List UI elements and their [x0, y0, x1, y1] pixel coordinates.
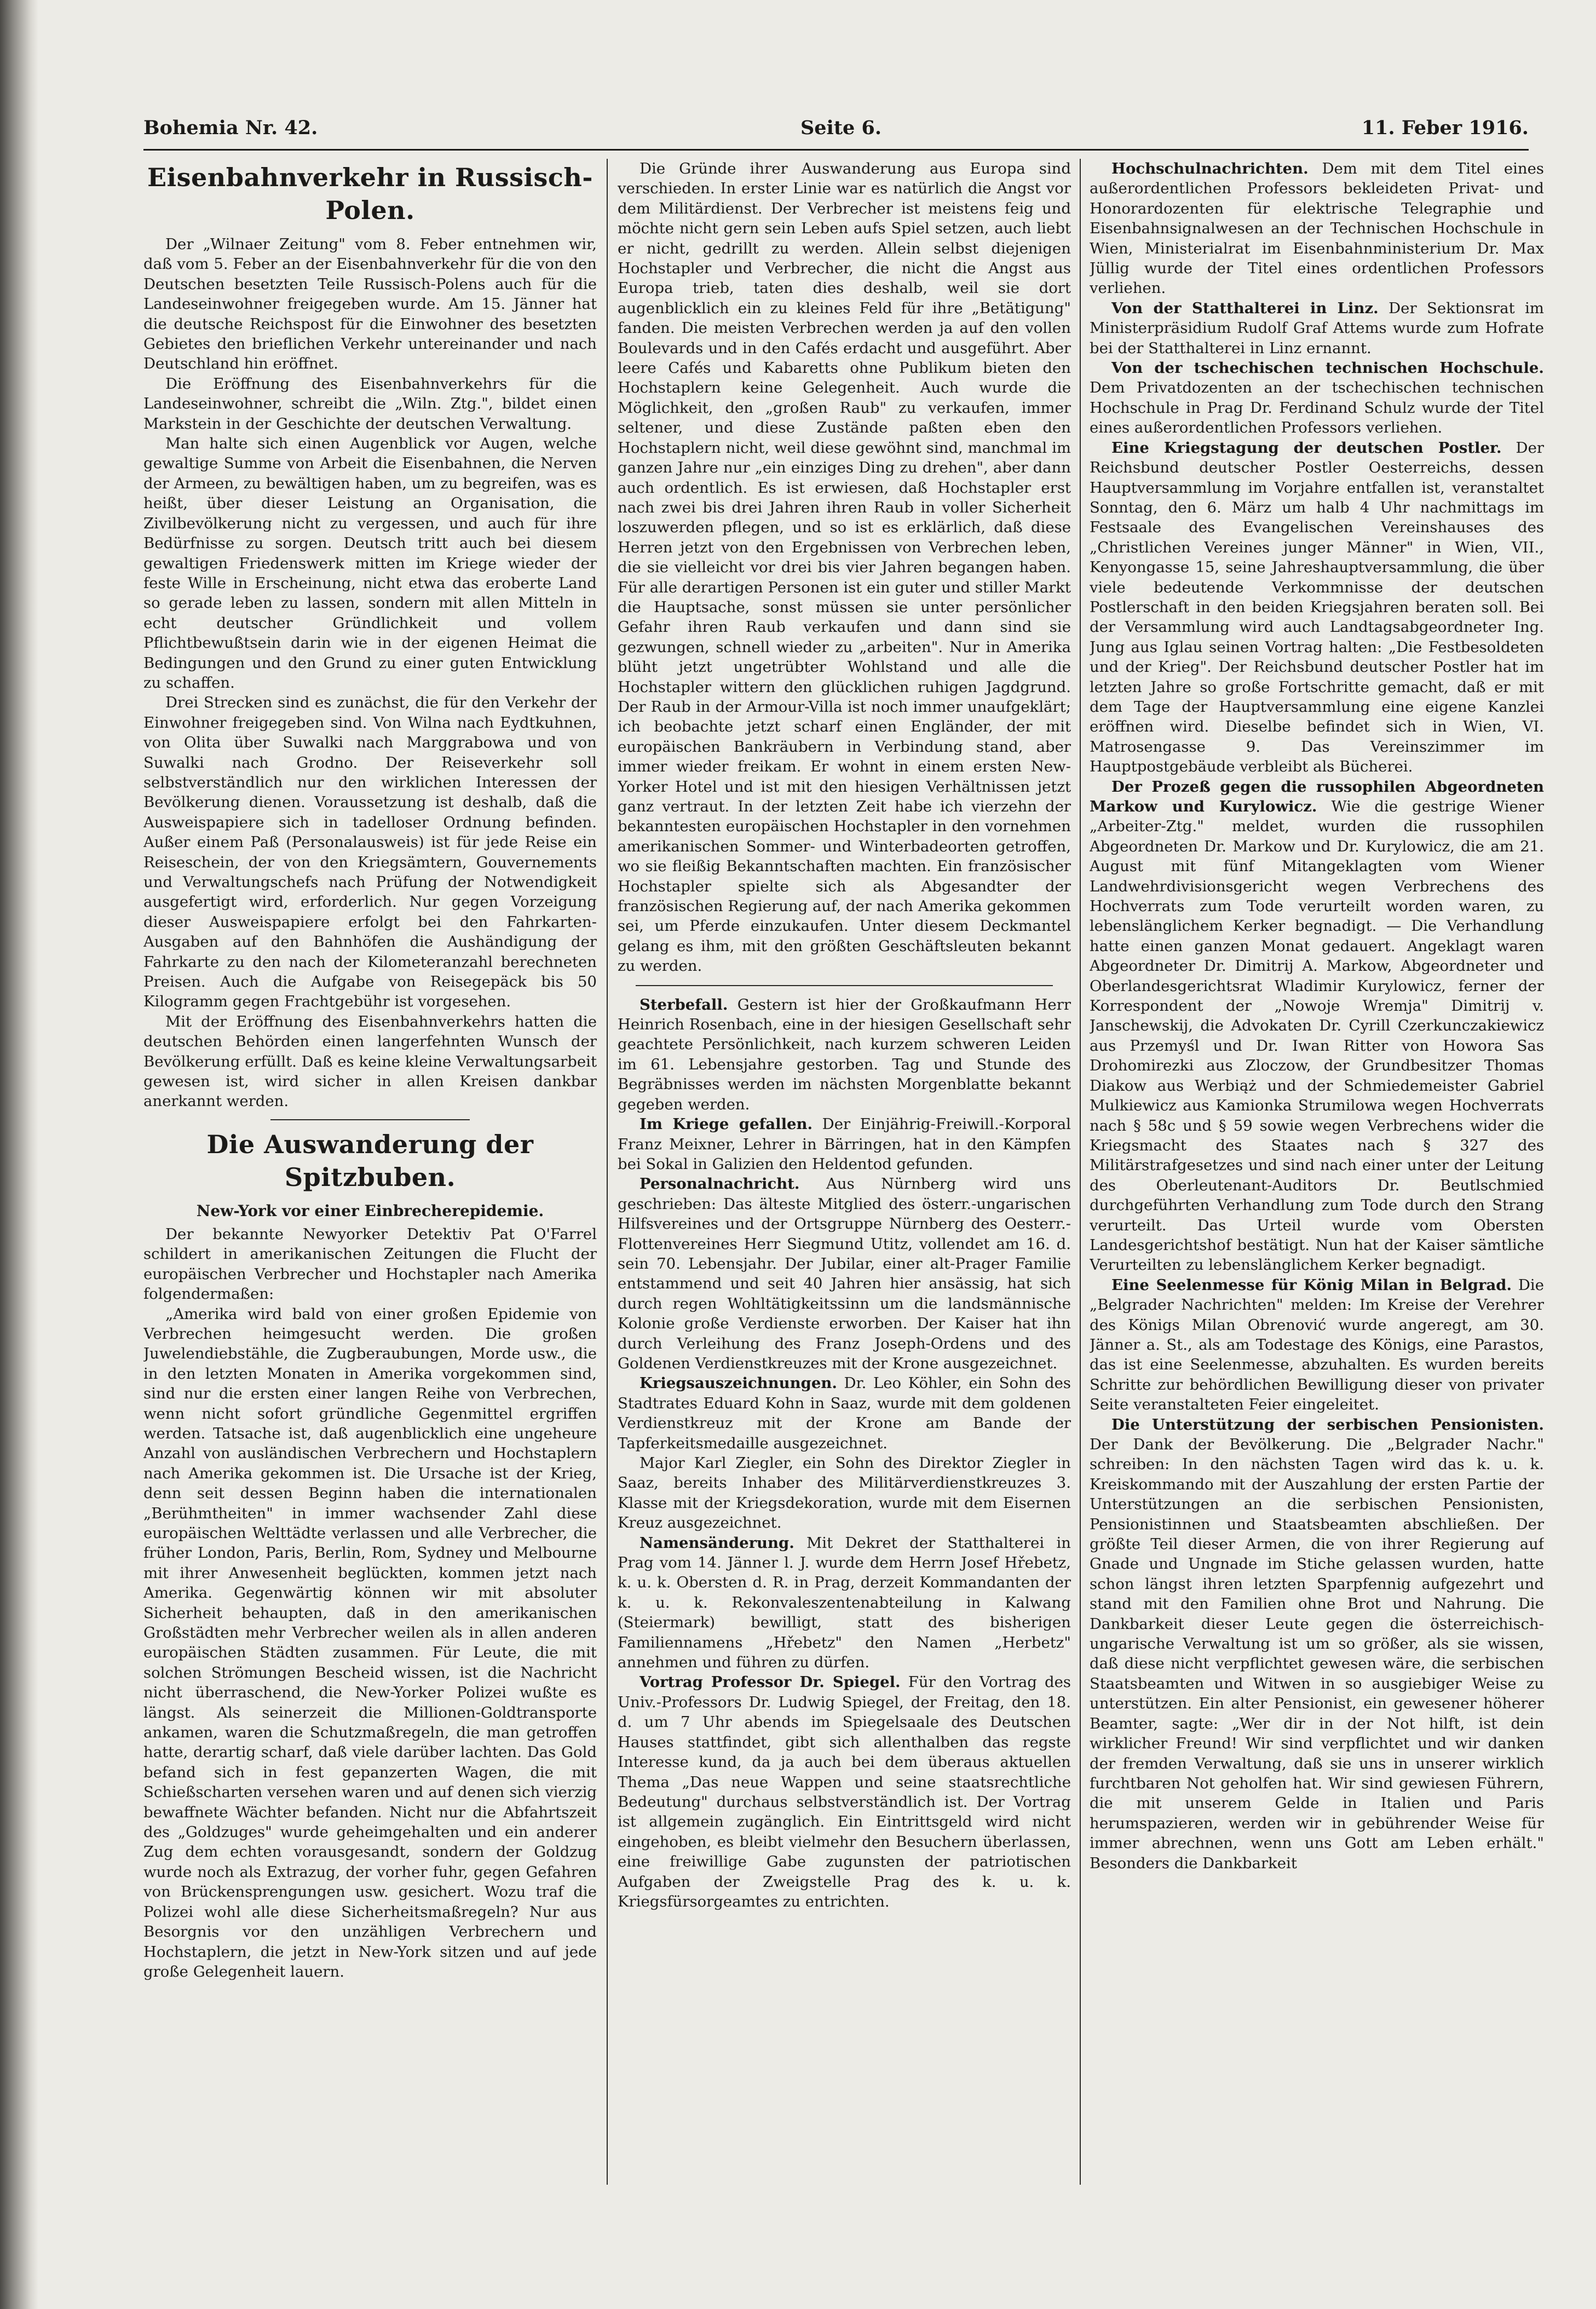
notice-text: Der Dank der Bevölkerung. Die „Belgrader Nachr." schreiben: In den nächsten Tagen wird das k. u. k. Kreiskommando mit der Auszahlung der ersten Partie der Unterstützungen an die serbischen Pensionisten, Pensionistinnen und Staatsbeamten abschließen. Der größte Teil dieser Armen, die von ihrer Regierung auf Gnade und Ungnade im Stiche gelassen wurden, hatte schon längst ihren letzten Sparpfennig aufgezehrt und stand mit den Familien ohne Brot und Nahrung. Die Dankbarkeit dieser Leute gegen die österreichisch-ungarische Verwaltung ist um so größer, als sie wissen, daß diese nicht verpflichtet gewesen wäre, die serbischen Staatsbeamten und Witwen in so ausgiebiger Weise zu unterstützen. Ein alter Pensionist, ein gewesener höherer Beamter, sagte: „Wer dir in der Not hilft, ist dein wirklicher Freund! Wir sind verpflichtet und wir danken der fremden Verwaltung, daß sie uns in unserer wirklich furchtbaren Not geholfen hat. Wir sind gewiesen Führern, die mit unserem Gelde in Italien und Paris herumspazieren, werden wir in gebührender Weise für immer abrechnen, wenn uns Gott am Leben erhält." Besonders die Dankbarkeit	[1090, 1436, 1544, 1872]
notice-text: Dem mit dem Titel eines außerordentlichen Professors bekleideten Privat- und Honorardozenten für elektrische Telegraphie und Eisenbahnsignalwesen an der Technischen Hochschule in Wien, Ministerialrat im Eisenbahnministerium Dr. Max Jüllig wurde der Titel eines ordentlichen Professors verliehen.	[1090, 160, 1544, 297]
column-rule-1	[607, 159, 608, 2185]
notice-kicker: Eine Kriegstagung der deutschen Postler.	[1111, 439, 1502, 457]
notice-kicker: Im Kriege gefallen.	[639, 1115, 813, 1133]
notice-text: Die „Belgrader Nachrichten" melden: Im Kreise der Verehrer des Königs Milan Obrenović wurde angeregt, am 30. Jänner a. St., als am Todestage des Königs, eine Parastos, das ist eine Seelenmesse, abzuhalten. Es wurden bereits Schritte zur behördlichen Bewilligung dieser von privater Seite veranstalteten Feier eingeleitet.	[1090, 1276, 1544, 1414]
notice-text: Der Einjährig-Freiwill.-Korporal Franz Meixner, Lehrer in Bärringen, hat in den Kämpfen bei Sokal in Galizien den Heldentod gefunden.	[618, 1115, 1071, 1173]
notice-item	[1090, 298, 1544, 358]
notice-kicker: Sterbefall.	[639, 995, 728, 1014]
section-divider	[636, 985, 1053, 986]
notice-item	[1090, 438, 1544, 777]
notice-item	[1090, 358, 1544, 438]
header-date: 11. Feber 1916.	[1361, 117, 1529, 139]
notice-text: Für den Vortrag des Univ.-Professors Dr. Ludwig Spiegel, der Freitag, den 18. d. um 7 Uhr abends im Spiegelsaale des Deutschen Hauses stattfindet, gibt sich allenthalben das regste Interesse kund, da ja auch bei dem überaus aktuellen Thema „Das neue Wappen und seine staatsrechtliche Bedeutung" durchaus selbstverständlich ist. Der Vortrag ist allgemein zugänglich. Ein Eintrittsgeld wird nicht eingehoben, es bleibt vielmehr den Besuchern überlassen, eine freiwillige Gabe zugunsten der patriotischen Aufgaben der Zweigstelle Prag des k. u. k. Kriegsfürsorgeamtes zu entrichten.	[618, 1673, 1071, 1910]
article-paragraph: Man halte sich einen Augenblick vor Augen, welche gewaltige Summe von Arbeit die Eisenbahnen, die Nerven der Armeen, zu bewältigen haben, um zu begreifen, was es heißt, über dieser Leistung an Organisation, die Zivilbevölkerung nicht zu vergessen, und auch für ihre Bedürfnisse zu sorgen. Deutsch tritt auch bei diesem gewaltigen Friedenswerk mitten im Kriege wieder der feste Wille in Erscheinung, nicht etwa das eroberte Land so gerade leben zu lassen, sondern mit allen Mitteln in echt deutscher Gründlichkeit und vollem Pflichtbewußtsein darin wie in der eigenen Heimat die Bedingungen und den Grund zu einer guten Entwicklung zu schaffen.	[143, 435, 597, 692]
notice-kicker: Personalnachricht.	[639, 1175, 800, 1193]
notice-text: Aus Nürnberg wird uns geschrieben: Das älteste Mitglied des österr.-ungarischen Hilfsvereines und der Ortsgruppe Nürnberg des Oesterr.-Flottenvereines Herr Siegmund Utitz, vollendet am 16. d. sein 70. Lebensjahr. Der Jubilar, einer alt-Prager Familie entstammend und seit 40 Jahren hier ansässig, hat sich durch regen Wohltätigkeitssinn um die landsmännische Kolonie große Verdienste erworben. Der Kaiser hat ihn durch Verleihung des Franz Joseph-Ordens und des Goldenen Verdienstkreuzes mit der Krone ausgezeichnet.	[618, 1175, 1071, 1372]
notice-item	[618, 1533, 1071, 1673]
article-subheadline: New-York vor einer Einbrecherepidemie.	[196, 1201, 544, 1220]
notice-text: Gestern ist hier der Großkaufmann Herr Heinrich Rosenbach, eine in der hiesigen Gesellschaft sehr geachtete Persönlichkeit, nach kurzem schweren Leiden im 61. Lebensjahre gestorben. Tag und Stunde des Begräbnisses werden im nächsten Morgenblatte bekannt gegeben werden.	[618, 995, 1071, 1113]
notice-item	[618, 1114, 1071, 1174]
notice-text: Mit Dekret der Statthalterei in Prag vom 14. Jänner l. J. wurde dem Herrn Josef Hřebetz, k. u. k. Obersten d. R. in Prag, derzeit Kommandanten der k. u. k. Rekonvaleszentenabteilung in Kalwang (Steiermark) bewilligt, statt des bisherigen Familiennamens „Hřebetz" den Namen „Herbetz" annehmen und führen zu dürfen.	[618, 1534, 1071, 1672]
notice-kicker: Hochschulnachrichten.	[1111, 160, 1309, 177]
notice-item	[1090, 159, 1544, 298]
article-paragraph: Mit der Eröffnung des Eisenbahnverkehrs hatten die deutschen Behörden einen langerfehnten Wunsch der Bevölkerung erfüllt. Daß es keine kleine Verwaltungsarbeit gewesen ist, wird sicher in allen Kreisen dankbar anerkannt werden.	[143, 1012, 597, 1110]
header-rule	[143, 149, 1529, 151]
notice-text: Dr. Leo Köhler, ein Sohn des Stadtrates Eduard Kohn in Saaz, wurde mit dem goldenen Verdienstkreuz mit der Krone am Bande der Tapferkeitsmedaille ausgezeichnet.	[618, 1374, 1071, 1452]
notice-text: Dem Privatdozenten an der tschechischen technischen Hochschule in Prag Dr. Ferdinand Schulz wurde der Titel eines außerordentlichen Professors verliehen.	[1090, 379, 1544, 437]
notice-kicker: Eine Seelenmesse für König Milan in Belgrad.	[1111, 1276, 1512, 1294]
notice-item	[1090, 777, 1544, 1275]
article-headline: Eisenbahnverkehr in Russisch-Polen.	[147, 163, 593, 225]
notice-kicker: Von der Statthalterei in Linz.	[1111, 299, 1379, 317]
notice-item	[618, 1373, 1071, 1453]
notice-kicker: Die Unterstützung der serbischen Pensionisten.	[1111, 1415, 1544, 1433]
column-2	[618, 159, 1071, 2207]
notice-item	[618, 995, 1071, 1114]
notice-text: Major Karl Ziegler, ein Sohn des Direktor Ziegler in Saaz, bereits Inhaber des Militärverdienstkreuzes 3. Klasse mit der Kriegsdekoration, wurde mit dem Eisernen Kreuz ausgezeichnet.	[618, 1454, 1071, 1532]
column-rule-2	[1080, 159, 1081, 2185]
notice-kicker: Namensänderung.	[639, 1534, 794, 1552]
notice-kicker: Von der tschechischen technischen Hochschule.	[1111, 359, 1544, 377]
notice-text: Wie die gestrige Wiener „Arbeiter-Ztg." meldet, wurden die russophilen Abgeordneten Dr. Markow und Dr. Kurylowicz, die am 21. August mit fünf Mitangeklagten vom Wiener Landwehrdivisionsgericht wegen Verbrechens des Hochverrats zum Tode verurteilt worden waren, zu lebenslänglichem Kerker begnadigt. — Die Verhandlung hatte einen ganzen Monat gedauert. Angeklagt waren Abgeordneter Dr. Dimitrij A. Markow, Abgeordneter und Oberlandesgerichtsrat Wladimir Kurylowicz, ferner der Korrespondent der „Nowoje Wremja" Dimitrij v. Janschewskij, die Advokaten Dr. Cyrill Czerkunczakiewicz aus Przemyśl und Dr. Iwan Ritter von Howora Sas Drohomirezki aus Zloczow, der Grundbesitzer Thomas Diakow aus Werbiąż und der Schmiedemeister Gabriel Mulkiewicz aus Kamionka Strumilowa wegen Hochverrats nach § 58c und § 59 sowie wegen Verbrechens wider die Kriegsmacht des Staates nach § 327 des Militärstrafgesetzes und sind nach einer unter der Leitung des Oberleutenant-Auditors Dr. Beutlschmied durchgeführten Verhandlung zum Tode durch den Strang verurteilt. Das Urteil wurde vom Obersten Landesgerichtshof bestätigt. Nun hat der Kaiser sämtliche Verurteilten zu lebenslänglichem Kerker begnadigt.	[1090, 798, 1544, 1274]
header-page-number: Seite 6.	[800, 117, 881, 139]
column-1	[143, 159, 597, 2207]
page-header	[143, 112, 1529, 145]
notice-item	[618, 1453, 1071, 1533]
notice-item	[1090, 1415, 1544, 1873]
article-headline: Die Auswanderung der Spitzbuben.	[206, 1129, 534, 1192]
article-paragraph: Die Gründe ihrer Auswanderung aus Europa sind verschieden. In erster Linie war es natürlich die Angst vor dem Militärdienst. Der Verbrecher ist meistens feig und möchte nicht gern sein Leben aufs Spiel setzen, auch liebt er nicht, gedrillt zu werden. Allein selbst diejenigen Hochstapler und Verbrecher, die nicht die Angst aus Europa trieb, taten dies deshalb, weil sie dort augenblicklich ein zu kleines Feld für ihre „Betätigung" fanden. Die meisten Verbrechen werden ja auf den vollen Boulevards und in den Cafés erdacht und ausgeführt. Aber leere Cafés und Kabaretts ohne Publikum bieten den Hochstaplern keine Gelegenheit. Auch wurde die Möglichkeit, den „großen Raub" zu verkaufen, immer seltener, und diese Zustände paßten eben den Hochstaplern nicht, weil diese gewöhnt sind, manchmal im ganzen Jahre nur „ein einziges Ding zu drehen", aber dann auch ordentlich. Es ist erwiesen, daß Hochstapler erst nach zwei bis drei Jahren ihren Raub in voller Sicherheit loszuwerden pflegen, und so ist es erklärlich, daß diese Herren jetzt von den Ergebnissen von Verbrechen leben, die sie vielleicht vor drei bis vier Jahren begangen haben. Für alle derartigen Personen ist ein guter und stiller Markt die Hauptsache, sonst müssen sie unter persönlicher Gefahr ihren Raub verkaufen und dann sind sie gezwungen, schnell wieder zu „arbeiten". Nur in Amerika blüht jetzt ungetrübter Wohlstand und alle die Hochstapler wittern den glücklichen ruhigen Jagdgrund. Der Raub in der Armour-Villa ist noch immer unaufgeklärt; ich beobachte jetzt scharf einen Engländer, der mit europäischen Bankräubern in Verbindung stand, aber immer wieder freikam. Er wohnt in einem ersten New-Yorker Hotel und ist mit den hiesigen Verhältnissen jetzt ganz vertraut. In der letzten Zeit habe ich vierzehn der bekanntesten europäischen Hochstapler in den vornehmen amerikanischen Sommer- und Winterbadeorten getroffen, wo sie fleißig Bekanntschaften machten. Ein französischer Hochstapler spielte sich als Abgesandter der französischen Regierung auf, der nach Amerika gekommen sei, um Pferde einzukaufen. Unter diesem Deckmantel gelang es ihm, mit den größten Geschäftsleuten bekannt zu werden.	[618, 160, 1071, 975]
article-paragraph: „Amerika wird bald von einer großen Epidemie von Verbrechen heimgesucht werden. Die großen Juwelendiebstähle, die Zugberaubungen, Morde usw., die in den letzten Monaten in Amerika vorgekommen sind, sind nur die ersten einer langen Reihe von Verbrechen, wenn nicht sofort gründliche Gegenmittel ergriffen werden. Tatsache ist, daß augenblicklich eine ungeheure Anzahl von ausländischen Verbrechern und Hochstaplern nach Amerika gekommen ist. Die Ursache ist der Krieg, denn seit dessen Beginn haben die internationalen „Berühmtheiten" in immer wachsender Zahl diese europäischen Welttädte verlassen und alle Verbrecher, die früher London, Paris, Berlin, Rom, Sydney und Melbourne mit ihrer Anwesenheit beglückten, kommen jetzt nach Amerika. Gegenwärtig können wir mit absoluter Sicherheit behaupten, daß in den amerikanischen Großstädten mehr Verbrecher weilen als in allen anderen europäischen Städten zusammen. Für Leute, die mit solchen Strömungen Bescheid wissen, ist die Nachricht nicht überraschend, die New-Yorker Polizei wußte es längst. Als seinerzeit die Millionen-Goldtransporte ankamen, waren die Schutzmaßregeln, die man getroffen hatte, derartig scharf, daß viele darüber lachten. Das Gold befand sich in fest gepanzerten Wagen, die mit Schießscharten versehen waren und auf denen sich vierzig bewaffnete Wächter befanden. Nicht nur die Abfahrtszeit des „Goldzuges" wurde geheimgehalten und ein anderer Zug dem echten vorausgesandt, sondern der Goldzug wurde noch als Extrazug, der vorher fuhr, gegen Gefahren von Brückensprengungen usw. gesichert. Wozu traf die Polizei wohl alle diese Sicherheitsmaßregeln? Nur aus Besorgnis vor den unzähligen Verbrechern und Hochstaplern, die jetzt in New-York sitzen und auf jede große Gelegenheit lauern.	[143, 1305, 597, 1980]
notice-kicker: Vortrag Professor Dr. Spiegel.	[639, 1673, 901, 1691]
section-divider	[270, 1119, 470, 1120]
notice-item	[618, 1174, 1071, 1373]
notice-kicker: Kriegsauszeichnungen.	[639, 1374, 837, 1392]
notice-text: Der Reichsbund deutscher Postler Oesterreichs, dessen Hauptversammlung im Vorjahre entfallen ist, veranstaltet Sonntag, den 6. März um halb 4 Uhr nachmittags im Festsaale des Evangelischen Vereinshauses des „Christlichen Vereines junger Männer" in Wien, VII., Kenyongasse 15, seine Jahreshauptversammlung, die über viele bedeutende Verkommnisse der deutschen Postlerschaft in den beiden Kriegsjahren beraten soll. Bei der Versammlung wird auch Landtagsabgeordneter Ing. Jung aus Iglau seinen Vortrag halten: „Die Festbesoldeten und der Krieg". Der Reichsbund deutscher Postler hat im letzten Jahre so große Fortschritte gemacht, daß er mit dem Tage der Hauptversammlung eine eigene Kanzlei eröffnen wird. Dieselbe befindet sich in Wien, VI. Matrosengasse 9. Das Vereinszimmer im Hauptpostgebäude verbleibt als Bücherei.	[1090, 439, 1544, 776]
notice-text: Der Sektionsrat im Ministerpräsidium Rudolf Graf Attems wurde zum Hofrate bei der Statthalterei in Linz ernannt.	[1090, 299, 1544, 357]
binding-shadow	[0, 0, 38, 2309]
article-paragraph: Der „Wilnaer Zeitung" vom 8. Feber entnehmen wir, daß vom 5. Feber an der Eisenbahnverkehr für die von den Deutschen besetzten Teile Russisch-Polens auch für die Landeseinwohner freigegeben wurde. Am 15. Jänner hat die deutsche Reichspost für die Einwohner des besetzten Gebietes den brieflichen Verkehr untereinander und nach Deutschland hin eröffnet.	[143, 235, 597, 373]
article-paragraph: Der bekannte Newyorker Detektiv Pat O'Farrel schildert in amerikanischen Zeitungen die Flucht der europäischen Verbrecher und Hochstapler nach Amerika folgendermaßen:	[143, 1225, 597, 1303]
notice-item	[618, 1672, 1071, 1911]
notice-item	[1090, 1275, 1544, 1415]
notice-kicker: Der Prozeß gegen die russophilen Abgeordneten Markow und Kurylowicz.	[1090, 778, 1544, 815]
header-publication: Bohemia Nr. 42.	[143, 117, 318, 139]
column-3	[1090, 159, 1544, 2207]
article-paragraph: Die Eröffnung des Eisenbahnverkehrs für die Landeseinwohner, schreibt die „Wiln. Ztg.", bildet einen Markstein in der Geschichte der deutschen Verwaltung.	[143, 375, 597, 433]
article-paragraph: Drei Strecken sind es zunächst, die für den Verkehr der Einwohner freigegeben sind. Von Wilna nach Eydtkuhnen, von Olita über Suwalki nach Marggrabowa und von Suwalki nach Grodno. Der Reiseverkehr soll selbstverständlich nur den wirklichen Interessen der Bevölkerung dienen. Voraussetzung ist deshalb, daß die Ausweispapiere sich in tadelloser Ordnung befinden. Außer einem Paß (Personalausweis) ist für jede Reise ein Reiseschein, der von den Kriegsämtern, Gouvernements und Verwaltungschefs nach Prüfung der Notwendigkeit ausgefertigt wird, erforderlich. Nur gegen Vorzeigung dieser Ausweispapiere erfolgt bei den Fahrkarten-Ausgaben auf den Bahnhöfen die Aushändigung der Fahrkarte zu den nach der Kilometeranzahl berechneten Preisen. Auch die Aufgabe von Reisegepäck bis 50 Kilogramm gegen Frachtgebühr ist vorgesehen.	[143, 694, 597, 1011]
